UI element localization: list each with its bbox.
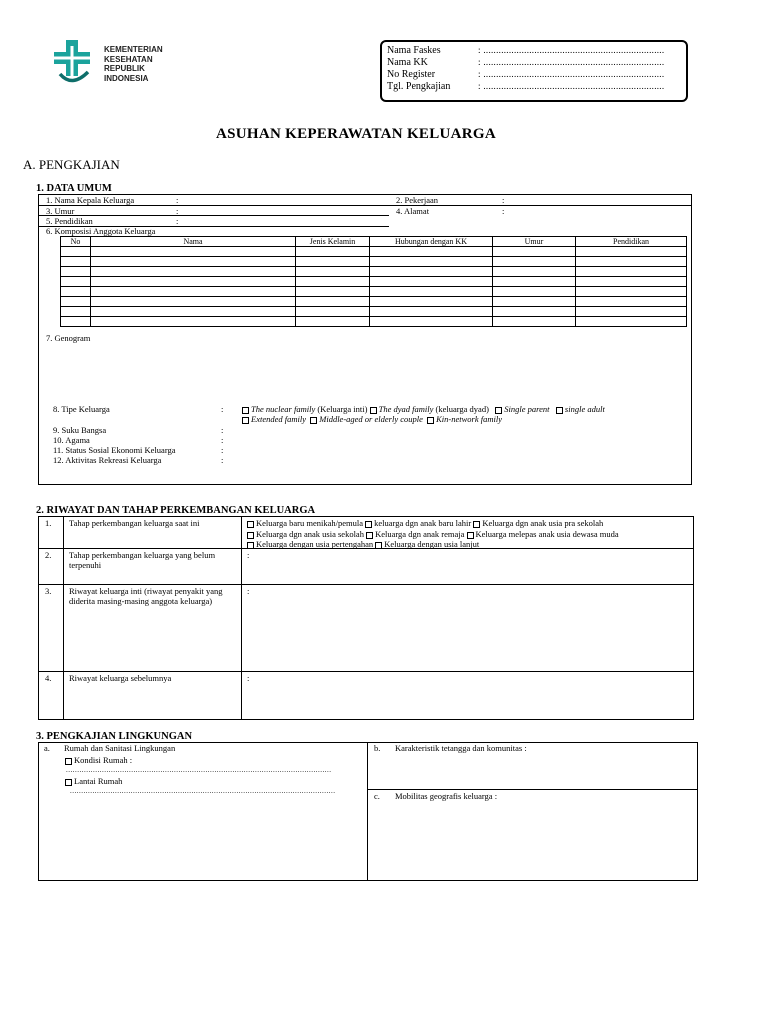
nama-kk-field[interactable]: : ....................................................................... xyxy=(478,57,665,67)
status-sosial-label: 11. Status Sosial Ekonomi Keluarga xyxy=(53,445,176,455)
tahap-option: Keluarga dgn anak usia sekolah xyxy=(256,529,364,539)
checkbox[interactable] xyxy=(242,417,249,424)
table-row[interactable] xyxy=(61,277,687,287)
checkbox[interactable] xyxy=(366,532,373,539)
row-divider xyxy=(39,205,692,206)
kemenkes-logo-icon xyxy=(44,38,100,90)
nama-kk-label: 1. Nama Kepala Keluarga xyxy=(46,195,135,205)
riwayat-label: Tahap perkembangan keluarga saat ini xyxy=(69,518,200,528)
col-divider xyxy=(241,516,242,720)
checkbox[interactable] xyxy=(467,532,474,539)
tipe-keluarga-label: 8. Tipe Keluarga xyxy=(53,404,110,414)
riwayat-no: 2. xyxy=(45,550,52,560)
colon: : xyxy=(176,216,179,226)
logo-line: KESEHATAN xyxy=(104,54,153,64)
col-umur: Umur xyxy=(493,237,576,247)
col-hubungan: Hubungan dengan KK xyxy=(370,237,493,247)
tahap-option: Keluarga baru menikah/pemula xyxy=(256,518,363,528)
option-kin-network: Kin-network family xyxy=(436,414,502,424)
item-b-no: b. xyxy=(374,743,381,753)
row-divider xyxy=(367,789,698,790)
item-a-no: a. xyxy=(44,743,50,753)
colon: : xyxy=(502,195,505,205)
tahap-option: Keluarga dgn anak remaja xyxy=(375,529,465,539)
option-dyad: The dyad family xyxy=(378,404,434,414)
riwayat-label: Tahap perkembangan keluarga yang belum terpenuhi xyxy=(69,550,216,570)
colon: : xyxy=(247,586,250,596)
colon: : xyxy=(221,435,224,445)
checkbox[interactable] xyxy=(65,758,72,765)
kondisi-rumah-label: Kondisi Rumah : xyxy=(74,755,133,765)
page-title: ASUHAN KEPERAWATAN KELUARGA xyxy=(215,126,497,142)
tipe-keluarga-options-row2 xyxy=(242,414,502,424)
table-header-row xyxy=(61,237,687,247)
option-middle-aged: Middle-aged or elderly couple xyxy=(319,414,423,424)
riwayat-label: Riwayat keluarga inti (riwayat penyakit yang diderita masing-masing anggota keluarga) xyxy=(69,586,223,606)
logo-line: REPUBLIK xyxy=(104,64,145,73)
mobilitas-geografis-label: Mobilitas geografis keluarga : xyxy=(395,791,498,801)
no-register-field[interactable]: : ....................................................................... xyxy=(478,69,665,79)
kondisi-rumah-row xyxy=(65,755,132,765)
option-nuclear: The nuclear family xyxy=(251,404,316,414)
tgl-pengkajian-field[interactable]: : ....................................................................... xyxy=(478,81,665,91)
colon: : xyxy=(176,206,179,216)
nama-kk-label: Nama KK xyxy=(387,57,428,68)
col-divider xyxy=(63,516,64,720)
checkbox[interactable] xyxy=(247,542,254,549)
checkbox[interactable] xyxy=(247,521,254,528)
lingkungan-heading: 3. PENGKAJIAN LINGKUNGAN xyxy=(36,731,193,742)
section-a-heading: A. PENGKAJIAN xyxy=(23,157,120,172)
checkbox[interactable] xyxy=(242,407,249,414)
tahap-option: Keluarga dgn anak usia pra sekolah xyxy=(482,518,604,528)
riwayat-heading: 2. RIWAYAT DAN TAHAP PERKEMBANGAN KELUARGA xyxy=(36,505,316,516)
lantai-rumah-label: Lantai Rumah xyxy=(74,776,123,786)
nama-faskes-field[interactable]: : ....................................................................... xyxy=(478,45,665,55)
checkbox[interactable] xyxy=(370,407,377,414)
lingkungan-box xyxy=(38,742,698,881)
checkbox[interactable] xyxy=(375,542,382,549)
checkbox[interactable] xyxy=(65,779,72,786)
alamat-label: 4. Alamat xyxy=(396,206,430,216)
aktivitas-rekreasi-label: 12. Aktivitas Rekreasi Keluarga xyxy=(53,455,162,465)
table-row[interactable] xyxy=(61,287,687,297)
rumah-sanitasi-label: Rumah dan Sanitasi Lingkungan xyxy=(64,743,176,753)
checkbox[interactable] xyxy=(495,407,502,414)
checkbox[interactable] xyxy=(473,521,480,528)
kondisi-rumah-field[interactable]: ...................................................................................................................... xyxy=(66,766,332,774)
table-row[interactable] xyxy=(61,267,687,277)
riwayat-label: Riwayat keluarga sebelumnya xyxy=(69,673,172,683)
tahap-option: keluarga dgn anak baru lahir xyxy=(374,518,472,528)
suku-bangsa-label: 9. Suku Bangsa xyxy=(53,425,107,435)
karakteristik-tetangga-label: Karakteristik tetangga dan komunitas : xyxy=(395,743,527,753)
colon: : xyxy=(221,455,224,465)
riwayat-no: 4. xyxy=(45,673,52,683)
col-nama: Nama xyxy=(91,237,296,247)
checkbox[interactable] xyxy=(310,417,317,424)
komposisi-label: 6. Komposisi Anggota Keluarga xyxy=(46,226,156,236)
colon: : xyxy=(221,425,224,435)
option-dyad-sub: (keluarga dyad) xyxy=(433,404,489,414)
identity-box xyxy=(380,40,688,102)
agama-label: 10. Agama xyxy=(53,435,90,445)
table-row[interactable] xyxy=(61,247,687,257)
table-row[interactable] xyxy=(61,307,687,317)
umur-label: 3. Umur xyxy=(46,206,75,216)
logo-line: KEMENTERIAN xyxy=(104,45,163,54)
checkbox[interactable] xyxy=(556,407,563,414)
col-jenis-kelamin: Jenis Kelamin xyxy=(296,237,370,247)
tgl-pengkajian-label: Tgl. Pengkajian xyxy=(387,81,451,92)
logo-line: INDONESIA xyxy=(104,73,149,83)
option-nuclear-sub: (Keluarga inti) xyxy=(315,404,368,414)
tahap-option: Keluarga dengan usia lanjut xyxy=(384,539,480,549)
tahap-options-row2 xyxy=(247,529,619,539)
table-row[interactable] xyxy=(61,257,687,267)
table-row[interactable] xyxy=(61,317,687,327)
tipe-keluarga-options-row1 xyxy=(242,404,605,414)
colon: : xyxy=(221,445,224,455)
lantai-rumah-row xyxy=(65,776,122,786)
tahap-option: Keluarga dengan usia pertengahan xyxy=(256,539,374,549)
pekerjaan-label: 2. Pekerjaan xyxy=(396,195,439,205)
col-pendidikan: Pendidikan xyxy=(576,237,687,247)
tahap-options-row1 xyxy=(247,518,603,528)
tahap-options-row3 xyxy=(247,539,479,549)
lantai-rumah-field[interactable]: ...................................................................................................................... xyxy=(70,787,336,795)
colon: : xyxy=(247,550,250,560)
genogram-label: 7. Genogram xyxy=(46,333,91,343)
checkbox[interactable] xyxy=(365,521,372,528)
pendidikan-label: 5. Pendidikan xyxy=(46,216,93,226)
no-register-label: No Register xyxy=(387,69,436,80)
data-umum-heading: 1. DATA UMUM xyxy=(36,183,112,194)
option-single-adult: single adult xyxy=(564,404,605,414)
item-c-no: c. xyxy=(374,791,380,801)
colon: : xyxy=(502,206,505,216)
checkbox[interactable] xyxy=(247,532,254,539)
row-divider xyxy=(38,671,694,672)
nama-faskes-label: Nama Faskes xyxy=(387,45,441,56)
riwayat-no: 3. xyxy=(45,586,52,596)
tahap-option: Keluarga melepas anak usia dewasa muda xyxy=(475,529,619,539)
col-no: No xyxy=(61,237,91,247)
col-divider xyxy=(367,742,368,881)
option-single-parent: Single parent xyxy=(504,404,550,414)
row-divider xyxy=(38,584,694,585)
colon: : xyxy=(176,195,179,205)
option-extended: Extended family xyxy=(251,414,306,424)
komposisi-table xyxy=(60,236,687,327)
colon: : xyxy=(247,673,250,683)
checkbox[interactable] xyxy=(427,417,434,424)
ministry-name xyxy=(104,45,163,83)
riwayat-no: 1. xyxy=(45,518,52,528)
table-row[interactable] xyxy=(61,297,687,307)
colon: : xyxy=(221,404,224,414)
